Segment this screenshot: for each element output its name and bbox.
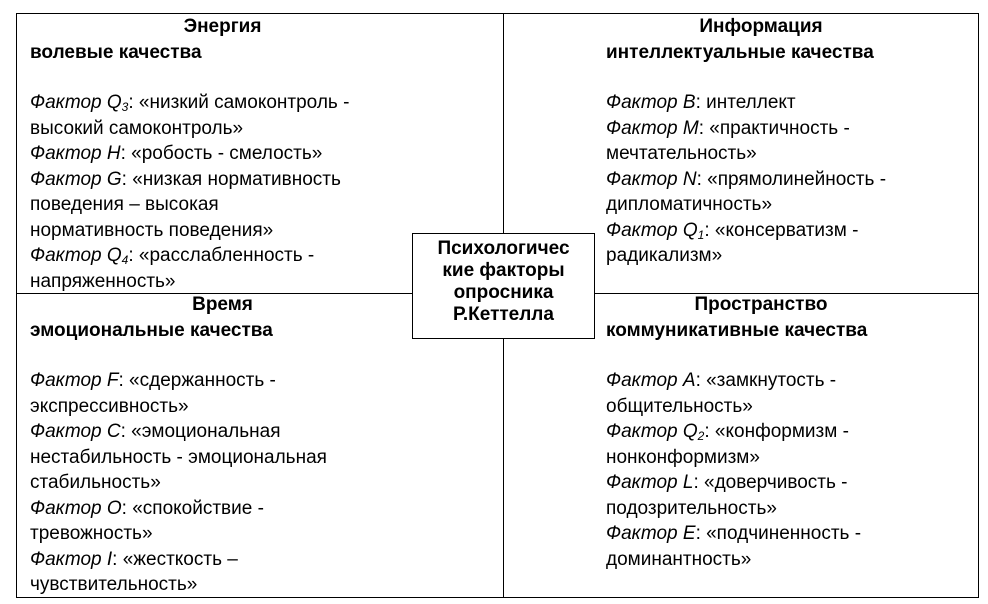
factor-line xyxy=(30,167,500,193)
factor-line xyxy=(30,368,500,394)
factor-name: Фактор Q xyxy=(30,245,122,266)
quadrant-subtitle: эмоциональные качества xyxy=(30,319,273,341)
factor-name: Фактор N xyxy=(606,168,697,190)
factor-subscript: 2 xyxy=(697,429,705,443)
quadrant-title: Энергия xyxy=(183,16,262,37)
factor-text: : интеллект xyxy=(695,92,796,113)
factor-text: : «расслабленность - xyxy=(128,245,315,266)
factor-text: : «робость - смелость» xyxy=(120,143,323,164)
factor-text: мечтательность» xyxy=(606,143,757,164)
factor-text: стабильность» xyxy=(30,472,161,493)
factor-text: : «прямолинейность - xyxy=(696,168,887,190)
factor-name: Фактор B xyxy=(606,92,696,113)
factor-item xyxy=(30,368,500,419)
factor-subscript: 1 xyxy=(697,227,705,242)
factor-text: : «низкая нормативность xyxy=(121,168,341,190)
factor-line xyxy=(30,547,500,573)
quadrant-subtitle: коммуникативные качества xyxy=(606,319,868,341)
factor-text: высокий самоконтроль» xyxy=(30,117,244,139)
factor-name: Фактор I xyxy=(30,548,113,570)
factor-list xyxy=(606,90,976,269)
factor-list xyxy=(30,368,500,598)
factor-line xyxy=(30,394,500,420)
factor-item xyxy=(30,496,500,547)
factor-line xyxy=(30,521,500,547)
quadrant-title: Пространство xyxy=(694,294,828,315)
factor-item xyxy=(606,167,976,218)
factor-text: : «практичность - xyxy=(698,117,850,139)
factor-name: Фактор G xyxy=(30,168,122,190)
factor-list xyxy=(606,368,976,572)
factor-text: нормативность поведения» xyxy=(30,219,274,241)
factor-line xyxy=(606,167,976,193)
factor-line xyxy=(30,90,500,116)
factor-text: : «консерватизм - xyxy=(704,219,859,241)
factor-line xyxy=(606,116,976,142)
factor-line xyxy=(606,141,976,167)
center-line: кие факторы xyxy=(442,260,565,281)
factor-text: : «доверчивость - xyxy=(693,472,848,493)
factor-item xyxy=(606,419,976,470)
factor-name: Фактор A xyxy=(606,370,696,391)
factor-name: Фактор M xyxy=(606,117,699,139)
factor-name: Фактор F xyxy=(30,370,119,391)
factor-line xyxy=(30,445,500,471)
factor-item xyxy=(30,419,500,496)
factor-text: чувствительность» xyxy=(30,574,198,595)
factor-line xyxy=(606,521,976,547)
quadrant-title: Информация xyxy=(699,16,823,37)
factor-line xyxy=(30,141,500,167)
factor-name: Фактор C xyxy=(30,421,121,442)
factor-text: доминантность» xyxy=(606,548,752,570)
factor-name: Фактор E xyxy=(606,523,696,544)
center-line: Психологичес xyxy=(437,238,570,259)
quadrant-subtitle: волевые качества xyxy=(30,41,202,63)
factor-line xyxy=(606,243,976,269)
factor-text: подозрительность» xyxy=(606,497,777,519)
factor-item xyxy=(606,470,976,521)
factor-text: радикализм» xyxy=(606,245,723,266)
factor-subscript: 3 xyxy=(121,100,129,114)
factor-line xyxy=(606,445,976,471)
factor-item xyxy=(606,368,976,419)
factor-text: : «спокойствие - xyxy=(121,497,264,519)
factor-line xyxy=(606,419,976,445)
factor-line xyxy=(606,394,976,420)
factor-item xyxy=(606,521,976,572)
factor-text: тревожность» xyxy=(30,523,153,544)
factor-item xyxy=(30,141,500,167)
factor-text: напряженность» xyxy=(30,270,176,292)
factor-name: Фактор H xyxy=(30,143,121,164)
factor-line xyxy=(606,547,976,573)
factor-text: общительность» xyxy=(606,395,753,417)
quadrant-subtitle: интеллектуальные качества xyxy=(606,41,874,63)
factor-text: : «подчиненность - xyxy=(695,523,862,544)
factor-text: : «низкий самоконтроль - xyxy=(128,92,350,113)
factor-line xyxy=(606,218,976,244)
factor-text: : «сдержанность - xyxy=(118,370,276,391)
factor-item xyxy=(30,90,500,141)
quadrant-information xyxy=(606,14,976,269)
factor-name: Фактор O xyxy=(30,497,122,519)
factor-text: : «эмоциональная xyxy=(120,421,281,442)
factor-text: поведения – высокая xyxy=(30,194,219,215)
factor-text: нонконформизм» xyxy=(606,446,760,468)
quadrant-title: Время xyxy=(192,294,253,315)
factor-name: Фактор Q xyxy=(606,219,698,241)
factor-name: Фактор Q xyxy=(606,421,698,442)
factor-text: : «конформизм - xyxy=(704,421,849,442)
factor-text: дипломатичность» xyxy=(606,194,773,215)
factor-name: Фактор Q xyxy=(30,92,122,113)
factor-text: : «жесткость – xyxy=(112,548,238,570)
factor-item xyxy=(606,116,976,167)
factor-line xyxy=(606,496,976,522)
factor-text: нестабильность - эмоциональная xyxy=(30,446,327,468)
factor-line xyxy=(30,572,500,598)
center-line: Р.Кеттелла xyxy=(453,304,554,325)
factor-line xyxy=(30,116,500,142)
factor-text: экспрессивность» xyxy=(30,395,189,417)
factor-item xyxy=(606,218,976,269)
factor-line xyxy=(30,496,500,522)
factor-text: : «замкнутость - xyxy=(695,370,837,391)
factor-item xyxy=(30,547,500,598)
factor-line xyxy=(30,470,500,496)
factor-line xyxy=(606,90,976,116)
factor-line xyxy=(606,368,976,394)
factor-line xyxy=(606,192,976,218)
center-line: опросника xyxy=(453,282,554,303)
factor-line xyxy=(30,192,500,218)
factor-item xyxy=(606,90,976,116)
factor-line xyxy=(30,419,500,445)
factor-line xyxy=(606,470,976,496)
factor-item xyxy=(30,167,500,244)
factor-subscript: 4 xyxy=(121,253,129,267)
factor-name: Фактор L xyxy=(606,472,694,493)
quadrant-space xyxy=(606,292,976,572)
center-label-box xyxy=(412,233,595,339)
